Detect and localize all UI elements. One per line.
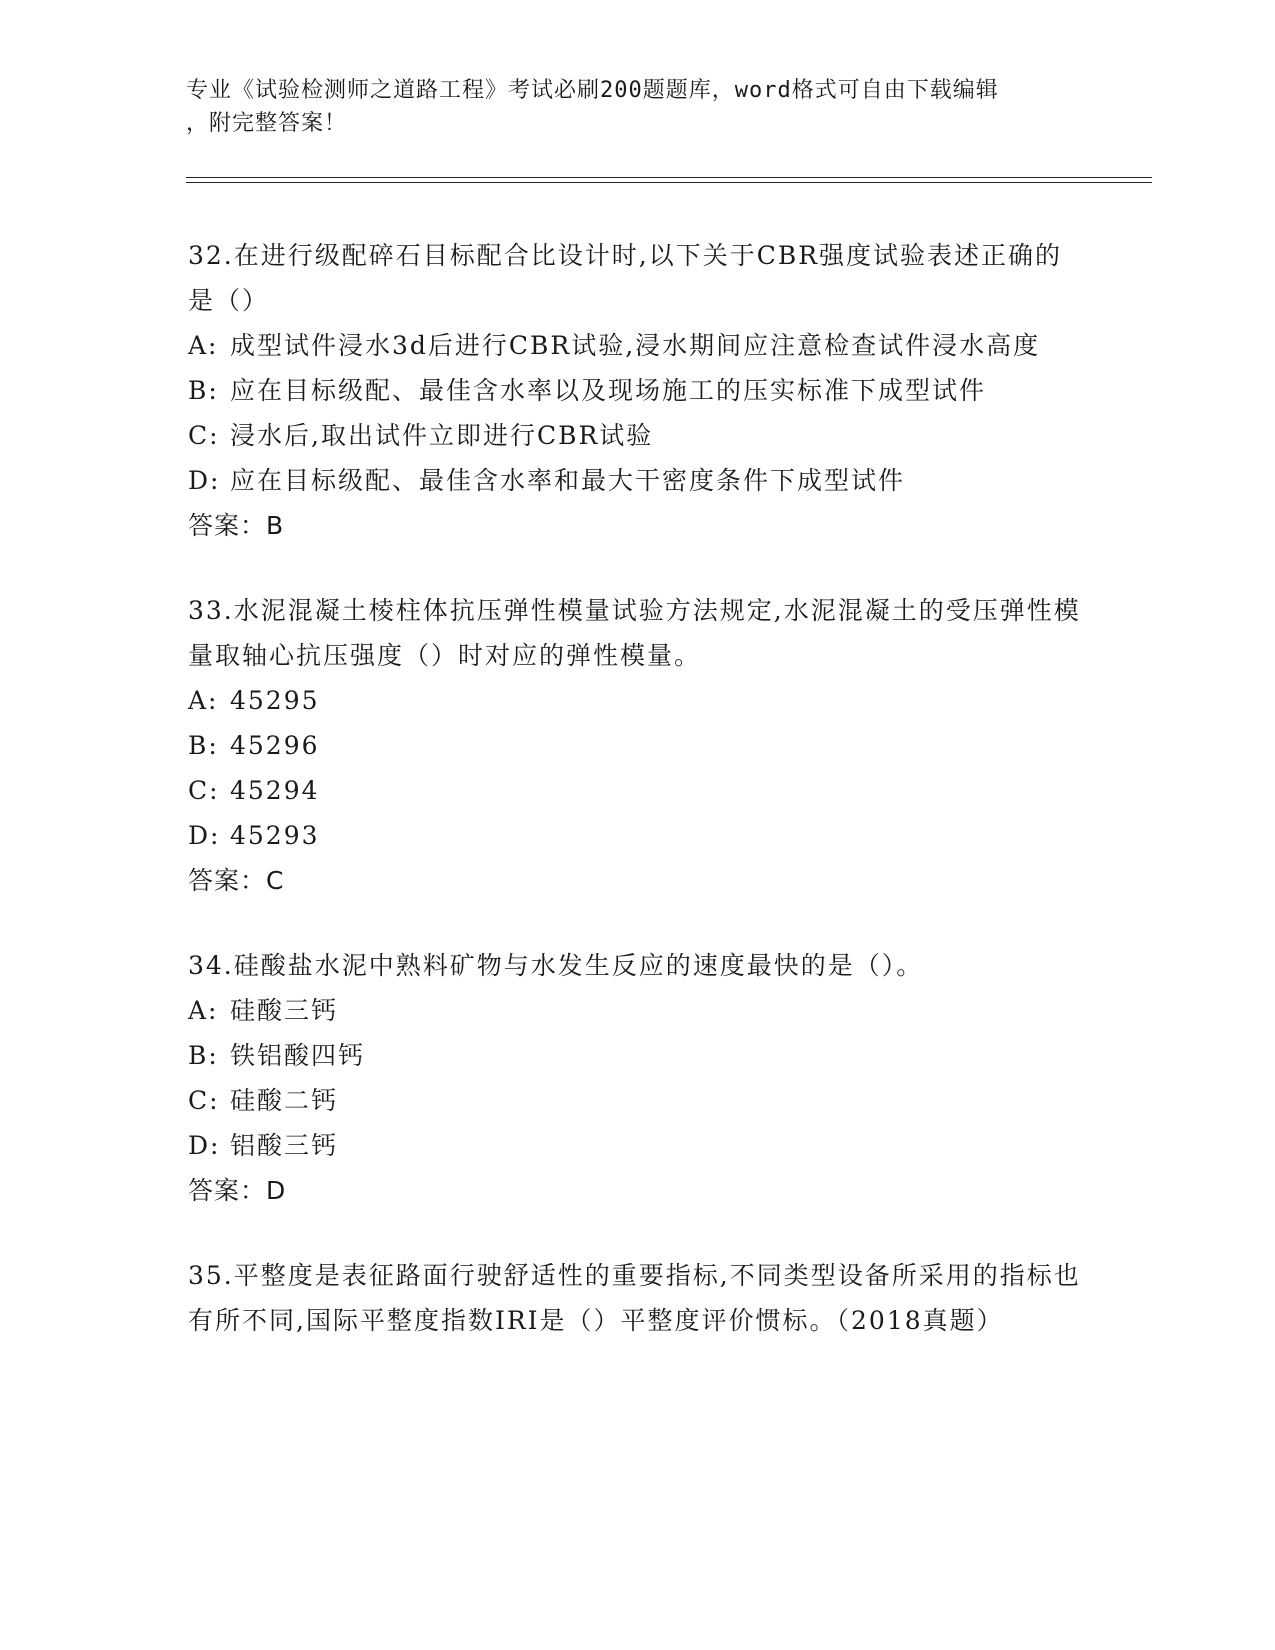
option-letter: D: xyxy=(188,466,221,495)
question-34 xyxy=(188,943,1088,1213)
option-letter: C: xyxy=(188,421,220,450)
option-d xyxy=(188,458,1088,503)
option-a xyxy=(188,323,1088,368)
option-letter: D: xyxy=(188,1131,221,1160)
option-text: 铝酸三钙 xyxy=(230,1131,339,1160)
header-line-1: 专业《试验检测师之道路工程》考试必刷200题题库，word格式可自由下载编辑 xyxy=(186,78,999,103)
document-header xyxy=(186,74,1066,140)
option-b xyxy=(188,723,1088,768)
option-d xyxy=(188,1123,1088,1168)
option-text: 应在目标级配、最佳含水率和最大干密度条件下成型试件 xyxy=(230,466,906,495)
header-rule-top xyxy=(186,177,1152,178)
answer: 答案：C xyxy=(188,866,285,895)
option-letter: A: xyxy=(188,996,219,1025)
question-list xyxy=(188,233,1088,1383)
option-c xyxy=(188,768,1088,813)
option-text: 应在目标级配、最佳含水率以及现场施工的压实标准下成型试件 xyxy=(230,376,987,405)
option-c xyxy=(188,1078,1088,1123)
option-letter: B: xyxy=(188,731,219,760)
question-33 xyxy=(188,588,1088,903)
option-text: 45295 xyxy=(230,686,320,715)
option-letter: C: xyxy=(188,776,220,805)
question-stem: 32.在进行级配碎石目标配合比设计时,以下关于CBR强度试验表述正确的是（） xyxy=(188,241,1063,315)
answer: 答案：D xyxy=(188,1176,287,1205)
option-b xyxy=(188,1033,1088,1078)
option-letter: D: xyxy=(188,821,221,850)
option-letter: B: xyxy=(188,1041,219,1070)
question-stem: 35.平整度是表征路面行驶舒适性的重要指标,不同类型设备所采用的指标也有所不同,国际平整度指数IRI是（）平整度评价惯标。（2018真题） xyxy=(188,1261,1081,1335)
option-text: 硅酸三钙 xyxy=(230,996,339,1025)
question-32 xyxy=(188,233,1088,548)
header-rule-bottom xyxy=(186,182,1152,183)
option-letter: A: xyxy=(188,331,219,360)
option-text: 铁铝酸四钙 xyxy=(230,1041,366,1070)
option-b xyxy=(188,368,1088,413)
option-text: 硅酸二钙 xyxy=(230,1086,339,1115)
answer: 答案：B xyxy=(188,511,285,540)
option-c xyxy=(188,413,1088,458)
option-text: 45296 xyxy=(230,731,320,760)
option-letter: B: xyxy=(188,376,219,405)
option-text: 45294 xyxy=(230,776,320,805)
header-line-2: ，附完整答案！ xyxy=(186,111,348,136)
option-a xyxy=(188,988,1088,1033)
option-text: 成型试件浸水3d后进行CBR试验,浸水期间应注意检查试件浸水高度 xyxy=(230,331,1041,360)
question-stem: 33.水泥混凝土棱柱体抗压弹性模量试验方法规定,水泥混凝土的受压弹性模量取轴心抗压强度（）时对应的弹性模量。 xyxy=(188,596,1081,670)
option-a xyxy=(188,678,1088,723)
option-letter: A: xyxy=(188,686,219,715)
option-d xyxy=(188,813,1088,858)
option-text: 浸水后,取出试件立即进行CBR试验 xyxy=(230,421,654,450)
question-35 xyxy=(188,1253,1088,1343)
option-text: 45293 xyxy=(230,821,320,850)
question-stem: 34.硅酸盐水泥中熟料矿物与水发生反应的速度最快的是（）。 xyxy=(188,951,924,980)
option-letter: C: xyxy=(188,1086,220,1115)
